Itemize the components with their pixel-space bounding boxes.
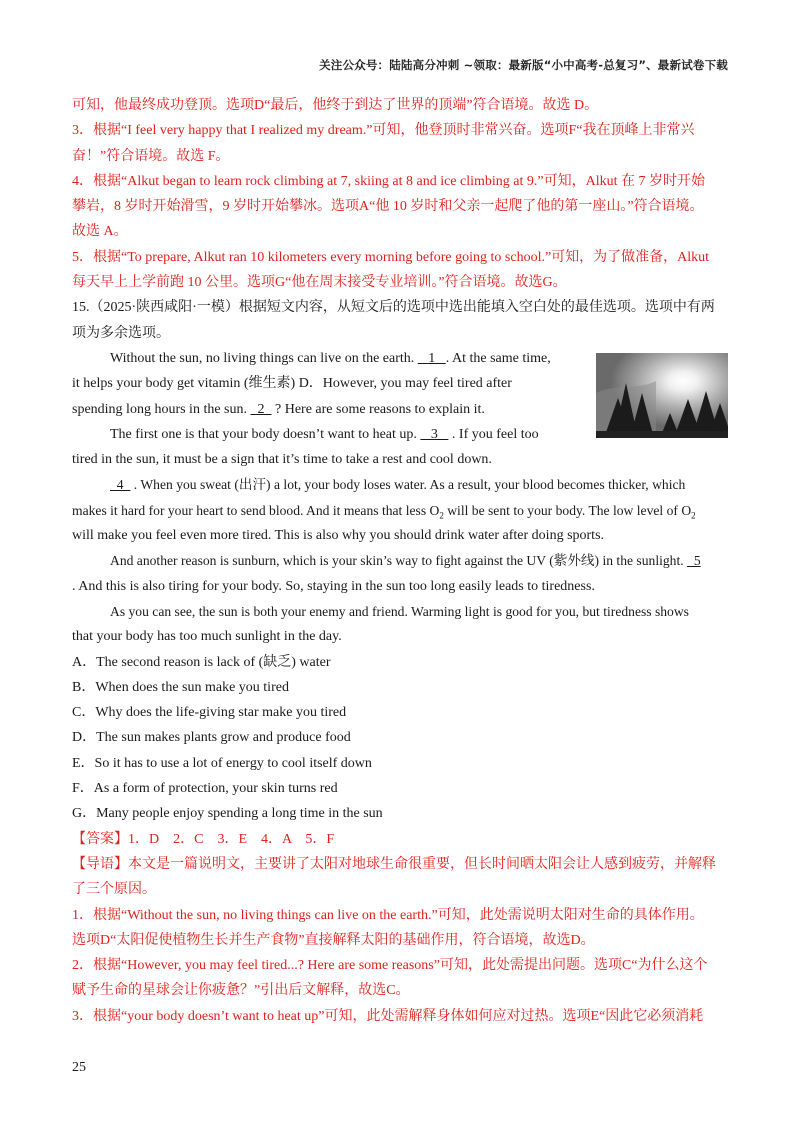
passage-line: The first one is that your body doesn’t want to heat up. 3 . If you feel too bbox=[110, 426, 539, 442]
answer-explanation: 1．根据“Without the sun, no living things can live on the earth.”可知，此处需说明太阳对生命的具体作用。 bbox=[72, 907, 704, 923]
option-g: G．Many people enjoy spending a long time in the sun bbox=[72, 806, 383, 822]
question-intro: 15.（2025·陕西咸阳·一模）根据短文内容，从短文后的选项中选出能填入空白处的最佳选项。选项中有两 bbox=[72, 300, 715, 316]
page-number: 25 bbox=[72, 1060, 86, 1075]
passage-line: Without the sun, no living things can live on the earth. 1 . At the same time, bbox=[110, 350, 551, 366]
answer-guide: 【导语】本文是一篇说明文，主要讲了太阳对地球生命很重要，但长时间晒太阳会让人感到疲劳，并解释 bbox=[72, 856, 716, 872]
option-c: C．Why does the life-giving star make you tired bbox=[72, 705, 347, 721]
answer-line: 5．根据“To prepare, Alkut ran 10 kilometers every morning before going to school.”可知，为了做准备，Alkut bbox=[72, 249, 710, 265]
blank-5: 5 bbox=[687, 553, 701, 569]
passage-line: And another reason is sunburn, which is your skin’s way to fight against the UV (紫外线) in the sunlight. 5 bbox=[110, 553, 701, 569]
blank-1: 1 bbox=[417, 350, 446, 366]
blank-2: 2 bbox=[250, 401, 272, 417]
answer-line: 可知，他最终成功登顶。选项D“最后，他终于到达了世界的顶端”符合语境。故选 D。 bbox=[72, 98, 599, 113]
blank-3: 3 bbox=[420, 426, 449, 442]
answer-line: 3．根据“I feel very happy that I realized my dream.”可知，他登顶时非常兴奋。选项F“我在顶峰上非常兴 bbox=[72, 123, 695, 139]
passage-line: tired in the sun, it must be a sign that it’s time to take a rest and cool down. bbox=[72, 452, 492, 468]
answer-explanation: 赋予生命的星球会让你疲惫？”引出后文解释，故选C。 bbox=[72, 983, 410, 999]
answer-guide: 了三个原因。 bbox=[72, 882, 156, 898]
answer-line: 攀岩，8 岁时开始滑雪，9 岁时开始攀冰。选项A“他 10 岁时和父亲一起爬了他的第一座山。”符合语境。 bbox=[72, 199, 704, 215]
answer-explanation: 3．根据“your body doesn’t want to heat up”可知，此处需解释身体如何应对过热。选项E“因此它必须消耗 bbox=[72, 1008, 704, 1024]
page-content bbox=[72, 93, 730, 1029]
passage-line: . And this is also tiring for your body. So, staying in the sun too long easily leads to tiredness. bbox=[72, 578, 595, 594]
answer-line: 4．根据“Alkut began to learn rock climbing at 7, skiing at 8 and ice climbing at 9.”可知，Alkut 在 7 岁时开始 bbox=[72, 173, 705, 189]
blank-4: 4 bbox=[110, 477, 131, 493]
passage-line: spending long hours in the sun. 2 ? Here are some reasons to explain it. bbox=[72, 401, 485, 417]
option-f: F．As a form of protection, your skin turns red bbox=[72, 781, 338, 797]
answer-explanation: 选项D“太阳促使植物生长并生产食物”直接解释太阳的基础作用，符合语境，故选D。 bbox=[72, 932, 595, 948]
option-e: E．So it has to use a lot of energy to cool itself down bbox=[72, 755, 372, 771]
option-d: D．The sun makes plants grow and produce food bbox=[72, 730, 351, 746]
answer-line: 每天早上上学前跑 10 公里。选项G“他在周末接受专业培训。”符合语境。故选G。 bbox=[72, 275, 567, 291]
passage-line: that your body has too much sunlight in the day. bbox=[72, 629, 342, 645]
question-intro: 项为多余选项。 bbox=[72, 325, 170, 341]
passage-line: makes it hard for your heart to send blood. And it means that less $O_2$ will be sent to your body. The low level of $O_2$ bbox=[72, 502, 696, 521]
passage-line: 4 . When you sweat (出汗) a lot, your body loses water. As a result, your blood becomes thicker, which bbox=[110, 477, 686, 493]
passage-line: it helps your body get vitamin (维生素) D．However, you may feel tired after bbox=[72, 376, 512, 392]
sun-forest-photo bbox=[596, 353, 728, 438]
answer-line: 故选 A。 bbox=[72, 224, 128, 240]
answer-explanation: 2．根据“However, you may feel tired...? Here are some reasons”可知，此处需提出问题。选项C“为什么这个 bbox=[72, 958, 708, 974]
passage-line: As you can see, the sun is both your enemy and friend. Warming light is good for you, but tiredness shows bbox=[110, 603, 689, 619]
passage-line: will make you feel even more tired. This is also why you should drink water after doing sports. bbox=[72, 528, 605, 544]
answer-key: 【答案】1．D 2．C 3．E 4．A 5．F bbox=[72, 831, 335, 847]
page-header: 关注公众号：陆陆高分冲刺 ~领取：最新版“小中高考-总复习”、最新试卷下载 bbox=[319, 58, 728, 72]
answer-line: 奋！”符合语境。故选 F。 bbox=[72, 148, 230, 164]
option-b: B．When does the sun make you tired bbox=[72, 679, 289, 695]
option-a: A．The second reason is lack of (缺乏) water bbox=[72, 654, 331, 670]
